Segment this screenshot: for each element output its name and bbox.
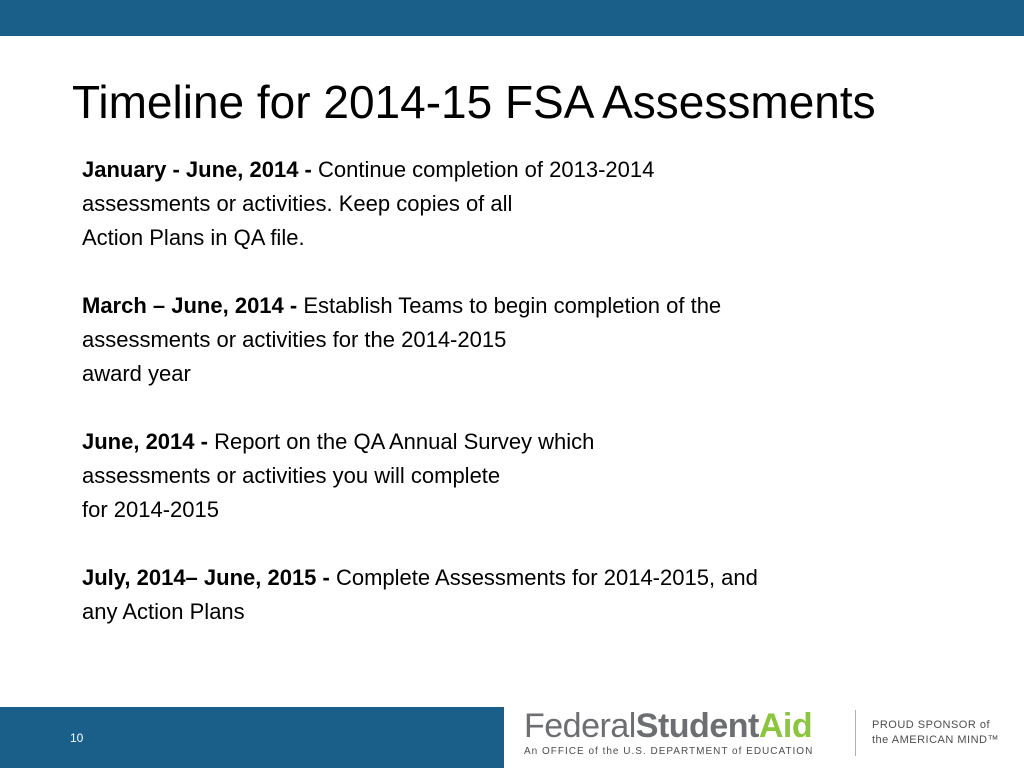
timeline-entry-text: Action Plans in QA file.	[82, 225, 305, 250]
logo-divider	[855, 710, 856, 756]
timeline-entry-date: January - June, 2014 -	[82, 157, 318, 182]
timeline-list	[82, 153, 892, 663]
timeline-entry-date: June, 2014 -	[82, 429, 215, 454]
timeline-entry-text: assessments or activities. Keep copies of all	[82, 191, 513, 216]
timeline-entry	[82, 561, 892, 629]
timeline-entry-date: July, 2014– June, 2015 -	[82, 565, 336, 590]
timeline-entry-text: assessments or activities for the 2014-2015	[82, 327, 507, 352]
brand-student: Student	[635, 707, 759, 745]
timeline-entry-text: award year	[82, 361, 191, 386]
brand-name	[524, 707, 812, 745]
sponsor-tagline	[872, 718, 999, 748]
timeline-entry-text: Continue completion of 2013-2014	[318, 157, 655, 182]
sponsor-line-2: the AMERICAN MIND™	[872, 734, 999, 746]
timeline-entry-first-line	[82, 289, 892, 323]
sponsor-line-1: PROUD SPONSOR of	[872, 719, 991, 731]
slide-title: Timeline for 2014-15 FSA Assessments	[72, 76, 876, 128]
timeline-entry	[82, 425, 892, 527]
top-header-bar	[0, 0, 1024, 36]
timeline-entry-first-line	[82, 425, 892, 459]
timeline-entry	[82, 153, 892, 255]
page-number: 10	[70, 731, 84, 745]
timeline-entry-text: for 2014-2015	[82, 497, 219, 522]
federal-student-aid-logo	[524, 707, 864, 763]
timeline-entry-first-line	[82, 561, 892, 595]
timeline-entry-date: March – June, 2014 -	[82, 293, 304, 318]
timeline-entry-text: Complete Assessments for 2014-2015, and	[335, 565, 758, 590]
brand-office-tagline: An OFFICE of the U.S. DEPARTMENT of EDUCATION	[524, 746, 814, 757]
timeline-entry-text: assessments or activities you will complete	[82, 463, 501, 488]
timeline-entry-text: any Action Plans	[82, 599, 245, 624]
timeline-entry	[82, 289, 892, 391]
brand-aid: Aid	[758, 707, 813, 745]
timeline-entry-text: Report on the QA Annual Survey which	[214, 429, 595, 454]
brand-federal: Federal	[524, 707, 636, 745]
timeline-entry-text: Establish Teams to begin completion of the	[303, 293, 722, 318]
timeline-entry-first-line	[82, 153, 892, 187]
